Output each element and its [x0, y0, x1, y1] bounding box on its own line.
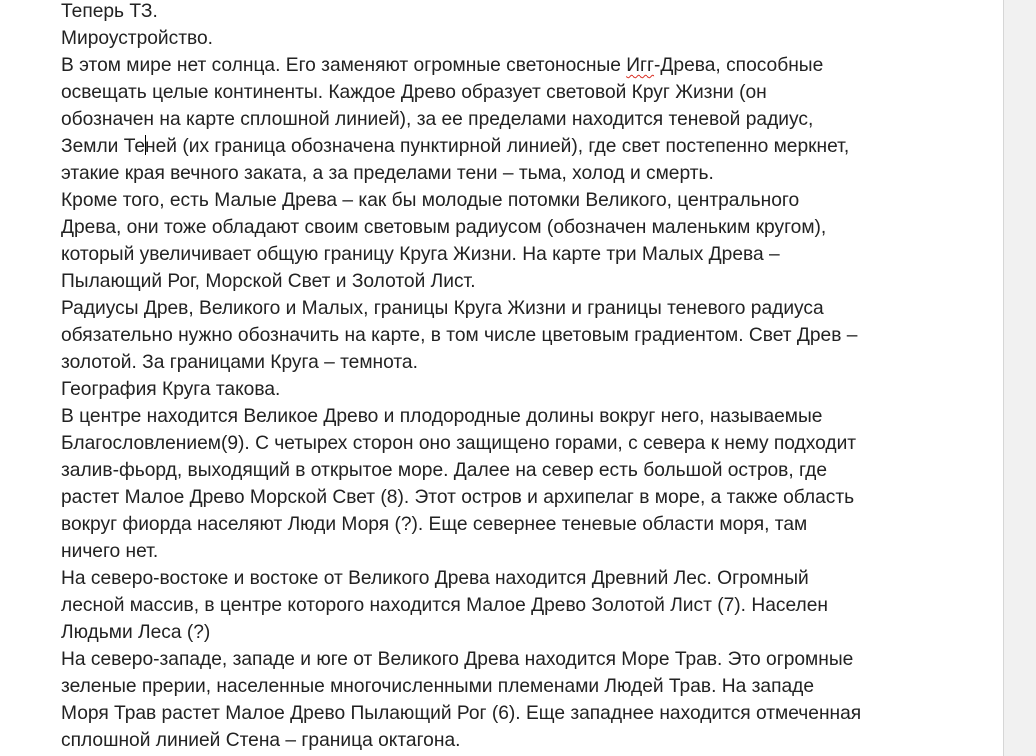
- doc-line: География Круга такова.: [61, 379, 281, 400]
- doc-line: Людьми Леса (?): [61, 622, 211, 643]
- doc-line: Радиусы Древ, Великого и Малых, границы Круга Жизни и границы теневого радиуса: [61, 298, 824, 319]
- doc-line: [61, 52, 931, 79]
- doc-line: В центре находится Великое Древо и плодородные долины вокруг него, называемые: [61, 406, 823, 427]
- doc-line: этакие края вечного заката, а за пределами тени – тьма, холод и смерть.: [61, 163, 714, 184]
- doc-text: В этом мире нет солнца. Его заменяют огромные светоносные: [61, 55, 627, 76]
- doc-line: освещать целые континенты. Каждое Древо образует световой Круг Жизни (он: [61, 82, 767, 103]
- doc-line: Мироустройство.: [61, 28, 214, 49]
- doc-line: растет Малое Древо Морской Свет (8). Этот остров и архипелаг в море, а также область: [61, 487, 855, 508]
- doc-line: обязательно нужно обозначить на карте, в том числе цветовым градиентом. Свет Древ –: [61, 325, 858, 346]
- doc-text: -Древа, способные: [654, 55, 824, 76]
- doc-line: вокруг фиорда населяют Люди Моря (?). Еще севернее теневые области моря, там: [61, 514, 808, 535]
- doc-line: На северо-востоке и востоке от Великого Древа находится Древний Лес. Огромный: [61, 568, 809, 589]
- doc-line: который увеличивает общую границу Круга Жизни. На карте три Малых Древа –: [61, 244, 780, 265]
- doc-line: ничего нет.: [61, 541, 159, 562]
- doc-line: Пылающий Рог, Морской Свет и Золотой Лист.: [61, 271, 476, 292]
- doc-line: залив-фьорд, выходящий в открытое море. Далее на север есть большой остров, где: [61, 460, 828, 481]
- doc-line: обозначен на карте сплошной линией), за ее пределами находится теневой радиус,: [61, 109, 814, 130]
- doc-line: Моря Трав растет Малое Древо Пылающий Рог (6). Еще западнее находится отмеченная: [61, 703, 862, 724]
- doc-line: Теперь ТЗ.: [61, 1, 158, 22]
- doc-line: Кроме того, есть Малые Древа – как бы молодые потомки Великого, центрального: [61, 190, 800, 211]
- misspelled-word[interactable]: Игг: [626, 55, 655, 76]
- doc-text: ней (их граница обозначена пунктирной линией), где свет постепенно меркнет,: [145, 136, 850, 157]
- doc-line: [61, 133, 931, 160]
- doc-line: золотой. За границами Круга – темнота.: [61, 352, 418, 373]
- doc-text: Земли Те: [61, 136, 146, 157]
- doc-line: лесной массив, в центре которого находится Малое Древо Золотой Лист (7). Населен: [61, 595, 828, 616]
- editor-canvas-gutter: [1003, 0, 1036, 756]
- doc-line: На северо-западе, западе и юге от Великого Древа находится Море Трав. Это огромные: [61, 649, 854, 670]
- doc-line: Древа, они тоже обладают своим световым радиусом (обозначен маленьким кругом),: [61, 217, 827, 238]
- doc-line: Благословлением(9). С четырех сторон оно защищено горами, с севера к нему подходит: [61, 433, 857, 454]
- doc-line: зеленые прерии, населенные многочисленными племенами Людей Трав. На западе: [61, 676, 815, 697]
- document-body[interactable]: [61, 0, 931, 754]
- doc-line: сплошной линией Стена – граница октагона.: [61, 730, 461, 751]
